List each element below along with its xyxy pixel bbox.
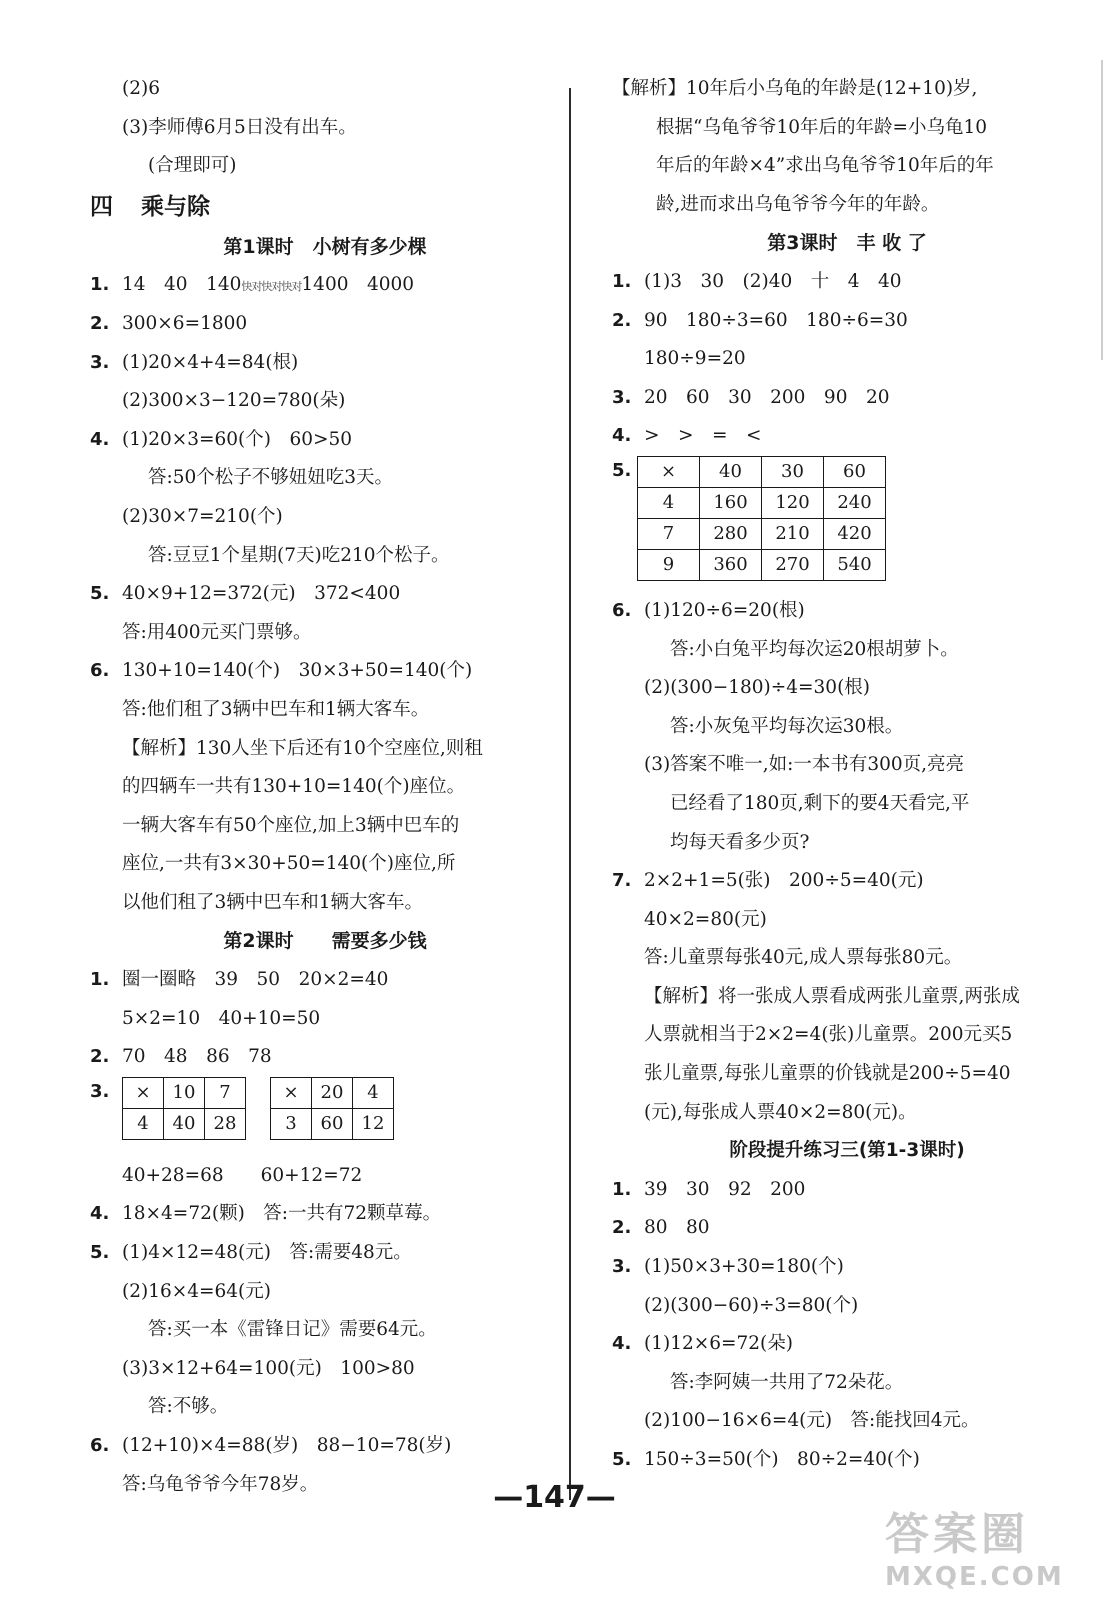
answer-line: 答:他们租了3辆中巴车和1辆大客车。 — [122, 698, 430, 720]
table-cell: 9 — [638, 549, 700, 580]
answer-text: (1)3 30 (2)40 十 4 40 — [644, 270, 902, 292]
table-cell: 120 — [762, 487, 824, 518]
answer-line: 5×2=10 40+10=50 — [122, 1007, 321, 1029]
analysis-line: 根据“乌龟爷爷10年后的年龄=小乌龟10 — [656, 116, 988, 138]
table-cell: 270 — [762, 549, 824, 580]
question-number: 3. — [90, 1080, 110, 1102]
answer-text: (1)20×4+4=84(根) — [122, 351, 299, 373]
answer-line: (2)6 — [122, 78, 160, 99]
answer-line: 答:李阿姨一共用了72朵花。 — [670, 1371, 904, 1393]
question-4 — [90, 1195, 560, 1234]
answer-text: 80 80 — [644, 1217, 710, 1239]
question-5 — [90, 575, 560, 614]
table-cell: 4 — [353, 1077, 394, 1108]
analysis-line: 张儿童票,每张儿童票的价钱就是200÷5=40 — [644, 1063, 1011, 1085]
answer-line: 答:豆豆1个星期(7天)吃210个松子。 — [148, 544, 450, 566]
answer-text: (1)120÷6=20(根) — [644, 599, 805, 621]
question-4 — [90, 421, 560, 460]
answer-line: 答:小白兔平均每次运20根胡萝卜。 — [670, 638, 959, 660]
analysis-line: 年后的年龄×4”求出乌龟爷爷10年后的年 — [656, 155, 994, 177]
question-number: 4. — [90, 1203, 110, 1225]
page-number: —147— — [493, 1480, 616, 1515]
question-number: 3. — [612, 1256, 632, 1278]
answer-line: 答:不够。 — [148, 1396, 229, 1418]
answer-text: (1)4×12=48(元) 答:需要48元。 — [122, 1242, 412, 1264]
analysis-line: 座位,一共有3×30+50=140(个)座位,所 — [122, 853, 456, 875]
question-number: 1. — [612, 1178, 632, 1200]
table-cell: 40 — [700, 456, 762, 487]
left-column — [90, 70, 560, 1504]
question-number: 7. — [612, 870, 632, 892]
table-cell: 7 — [638, 518, 700, 549]
question-number: 2. — [612, 309, 632, 331]
answer-text: 90 180÷3=60 180÷6=30 — [644, 309, 908, 331]
question-number: 2. — [90, 1046, 110, 1068]
table-row — [638, 518, 886, 549]
table-cell: 28 — [205, 1108, 246, 1139]
multiplication-table-a — [122, 1077, 246, 1140]
answer-text: (1)12×6=72(朵) — [644, 1333, 793, 1355]
answer-line: (2)(300−60)÷3=80(个) — [644, 1294, 859, 1316]
analysis-line: 一辆大客车有50个座位,加上3辆中巴车的 — [122, 814, 460, 836]
table-cell: 60 — [312, 1108, 353, 1139]
question-7 — [612, 862, 1082, 901]
table-cell: 7 — [205, 1077, 246, 1108]
answer-text: 2×2+1=5(张) 200÷5=40(元) — [644, 870, 924, 892]
question-2 — [612, 302, 1082, 341]
question-1 — [612, 263, 1082, 302]
answer-text: 圈一圈略 39 50 20×2=40 — [122, 969, 389, 991]
right-column — [612, 70, 1082, 1480]
analysis-line: 人票就相当于2×2=4(张)儿童票。200元买5 — [644, 1024, 1013, 1046]
question-5 — [612, 1441, 1082, 1480]
unit-heading — [90, 186, 560, 228]
unit-title: 乘与除 — [141, 193, 210, 220]
answer-text: 39 30 92 200 — [644, 1178, 806, 1200]
table-row — [271, 1108, 394, 1139]
analysis-line: 龄,进而求出乌龟爷爷今年的年龄。 — [656, 193, 940, 215]
analysis-line: 的四辆车一共有130+10=140(个)座位。 — [122, 776, 466, 798]
table-cell: 4 — [638, 487, 700, 518]
answer-note: (合理即可) — [148, 155, 237, 177]
answer-text: 150÷3=50(个) 80÷2=40(个) — [644, 1449, 920, 1470]
question-number: 4. — [90, 428, 110, 450]
question-number: 1. — [90, 969, 110, 991]
lesson-title: 第3课时 丰 收 了 — [767, 232, 927, 255]
table-row — [638, 549, 886, 580]
question-4 — [612, 1325, 1082, 1364]
answer-line: (3)答案不唯一,如:一本书有300页,亮亮 — [644, 754, 965, 776]
answer-text: 14 40 140 — [122, 274, 242, 296]
answer-line: (3)李师傅6月5日没有出车。 — [122, 116, 357, 138]
answer-line: 40+28=68 60+12=72 — [122, 1164, 363, 1186]
question-6 — [612, 592, 1082, 631]
table-cell: 240 — [824, 487, 886, 518]
table-cell: 3 — [271, 1108, 312, 1139]
lesson-title: 第2课时 需要多少钱 — [223, 930, 427, 953]
table-cell: × — [123, 1077, 164, 1108]
question-number: 2. — [90, 312, 110, 334]
table-cell: 30 — [762, 456, 824, 487]
table-cell: × — [638, 456, 700, 487]
table-row — [123, 1108, 246, 1139]
analysis-line: 以他们租了3辆中巴车和1辆大客车。 — [122, 891, 424, 913]
answer-line: (3)3×12+64=100(元) 100>80 — [122, 1357, 415, 1379]
answer-text: 300×6=1800 — [122, 312, 248, 334]
table-cell: 60 — [824, 456, 886, 487]
table-cell: × — [271, 1077, 312, 1108]
question-3 — [612, 379, 1082, 418]
answer-line: 答:乌龟爷爷今年78岁。 — [122, 1473, 319, 1495]
table-cell: 4 — [123, 1108, 164, 1139]
question-number: 5. — [90, 583, 110, 605]
table-row — [638, 456, 886, 487]
table-cell: 360 — [700, 549, 762, 580]
answer-text: 18×4=72(颗) 答:一共有72颗草莓。 — [122, 1203, 442, 1225]
answer-line: 答:买一本《雷锋日记》需要64元。 — [148, 1319, 437, 1341]
question-number: 1. — [612, 270, 632, 292]
question-number: 6. — [90, 1435, 110, 1456]
question-number: 4. — [612, 425, 632, 447]
answer-line: 180÷9=20 — [644, 348, 746, 370]
answer-line: 40×2=80(元) — [644, 908, 767, 930]
question-number: 5. — [612, 1449, 632, 1470]
answer-line: 答:儿童票每张40元,成人票每张80元。 — [644, 947, 963, 969]
table-cell: 420 — [824, 518, 886, 549]
answer-line: (2)16×4=64(元) — [122, 1280, 271, 1302]
answer-text: 70 48 86 78 — [122, 1046, 272, 1068]
table-cell: 20 — [312, 1077, 353, 1108]
answer-text: (1)50×3+30=180(个) — [644, 1256, 844, 1278]
answer-line: (2)30×7=210(个) — [122, 505, 283, 527]
question-6 — [90, 652, 560, 691]
logo-text: 答案圈 — [885, 1509, 1029, 1560]
question-number: 4. — [612, 1333, 632, 1355]
question-3 — [90, 344, 560, 383]
analysis-line: 【解析】10年后小乌龟的年龄是(12+10)岁, — [612, 78, 978, 99]
question-number: 3. — [90, 351, 110, 373]
question-5 — [90, 1234, 560, 1273]
answer-text: (12+10)×4=88(岁) 88−10=78(岁) — [122, 1435, 452, 1456]
question-number: 6. — [612, 599, 632, 621]
analysis-line: 【解析】将一张成人票看成两张儿童票,两张成 — [644, 985, 1020, 1007]
table-cell: 12 — [353, 1108, 394, 1139]
analysis-line: 【解析】130人坐下后还有10个空座位,则租 — [122, 737, 483, 759]
question-2 — [90, 1038, 560, 1077]
question-1 — [612, 1171, 1082, 1210]
question-number: 1. — [90, 274, 110, 296]
answer-line: (2)300×3−120=780(朵) — [122, 390, 346, 412]
table-cell: 540 — [824, 549, 886, 580]
table-cell: 280 — [700, 518, 762, 549]
answer-line: 答:小灰兔平均每次运30根。 — [670, 715, 904, 737]
table-row — [271, 1077, 394, 1108]
answer-text: > > = < — [644, 425, 762, 447]
question-1 — [90, 266, 560, 305]
answer-text: 20 60 30 200 90 20 — [644, 386, 890, 408]
table-row — [123, 1077, 246, 1108]
multiplication-table — [637, 456, 886, 581]
answer-text: 1400 4000 — [301, 274, 415, 296]
table-cell: 40 — [164, 1108, 205, 1139]
site-logo — [885, 1498, 1095, 1594]
question-number: 6. — [90, 660, 110, 682]
answer-line: 均每天看多少页? — [670, 831, 810, 853]
column-divider — [569, 88, 571, 1500]
answer-line: 已经看了180页,剩下的要4天看完,平 — [670, 792, 970, 814]
question-1 — [90, 961, 560, 1000]
question-5 — [612, 456, 1082, 592]
answer-line: 答:50个松子不够妞妞吃3天。 — [148, 467, 394, 489]
multiplication-table-b — [270, 1077, 394, 1140]
answer-line: (2)(300−180)÷4=30(根) — [644, 677, 871, 699]
table-cell: 10 — [164, 1077, 205, 1108]
unit-number: 四 — [90, 193, 113, 220]
table-cell: 210 — [762, 518, 824, 549]
edge-mark — [1101, 60, 1103, 360]
answer-line: 答:用400元买门票够。 — [122, 621, 312, 643]
lesson-title: 第1课时 小树有多少棵 — [223, 235, 427, 258]
watermark-text: 快对快对快对 — [241, 280, 302, 294]
question-number: 3. — [612, 386, 632, 408]
question-4 — [612, 417, 1082, 456]
answer-text: (1)20×3=60(个) 60>50 — [122, 428, 353, 450]
answer-text: 130+10=140(个) 30×3+50=140(个) — [122, 660, 473, 682]
answer-text: 40×9+12=372(元) 372<400 — [122, 583, 401, 605]
logo-url: MXQE.COM — [885, 1562, 1064, 1592]
question-3 — [612, 1248, 1082, 1287]
question-3 — [90, 1077, 560, 1157]
question-number: 5. — [612, 459, 632, 481]
answer-line: (2)100−16×6=4(元) 答:能找回4元。 — [644, 1410, 980, 1432]
question-number: 5. — [90, 1242, 110, 1264]
question-2 — [90, 305, 560, 344]
question-2 — [612, 1209, 1082, 1248]
question-6 — [90, 1427, 560, 1466]
table-row — [638, 487, 886, 518]
stage-practice-title: 阶段提升练习三(第1-3课时) — [729, 1140, 965, 1162]
analysis-line: (元),每张成人票40×2=80(元)。 — [644, 1101, 917, 1123]
table-cell: 160 — [700, 487, 762, 518]
question-number: 2. — [612, 1217, 632, 1239]
